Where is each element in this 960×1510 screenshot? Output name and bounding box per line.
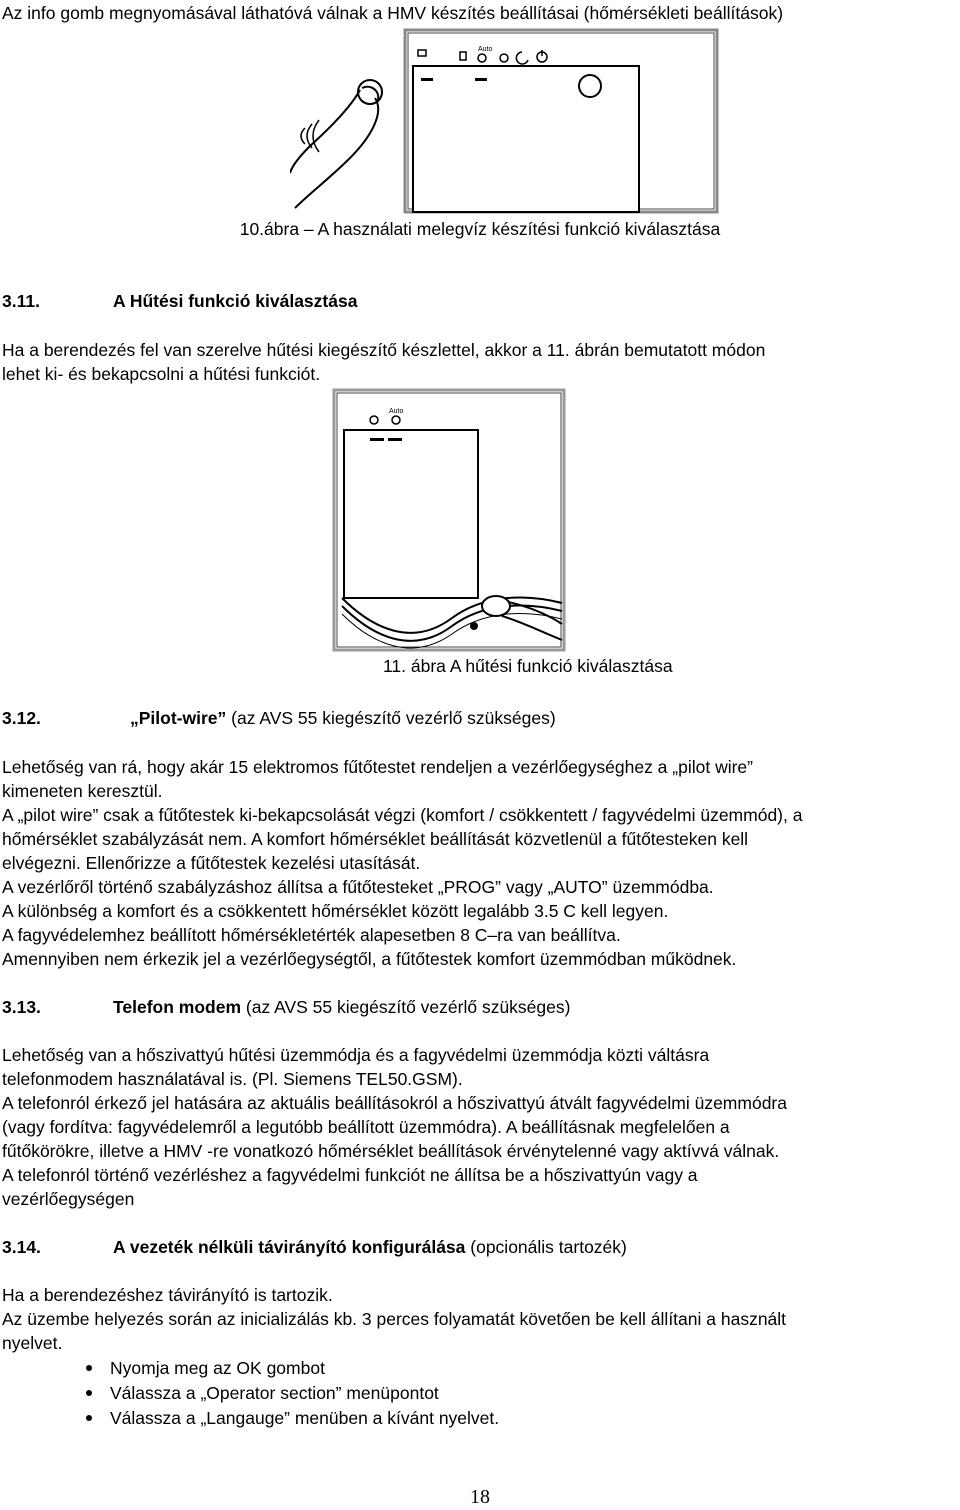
section-3-13-line: telefonmodem használatával is. (Pl. Siemens TEL50.GSM). (2, 1069, 463, 1089)
section-3-12-line: A különbség a komfort és a csökkentett hőmérséklet között legalább 3.5 C kell legyen. (2, 901, 669, 921)
section-3-11-title: A Hűtési funkció kiválasztása (113, 291, 358, 311)
figure-11-caption: 11. ábra A hűtési funkció kiválasztása (383, 656, 673, 676)
bullet-icon (86, 1415, 92, 1421)
list-item: Válassza a „Langauge” menüben a kívánt nyelvet. (110, 1408, 500, 1428)
control-panel-illustration (290, 28, 720, 214)
section-3-14-line: Az üzembe helyezés során az inicializálás kb. 3 perces folyamatát követően be kell állítani a használt (2, 1309, 787, 1329)
page-number: 18 (470, 1486, 490, 1508)
bullet-icon (86, 1365, 92, 1371)
section-3-12-line: elvégezni. Ellenőrizze a fűtőtestek kezelési utasítását. (2, 853, 421, 873)
list-item: Válassza a „Operator section” menüpontot (110, 1383, 439, 1403)
list-item: Nyomja meg az OK gombot (110, 1358, 325, 1378)
section-3-12-line: A „pilot wire” csak a fűtőtestek ki-bekapcsolását végzi (komfort / csökkentett / fagyvédelmi üzemmód), a (2, 805, 803, 825)
figure-10-caption: 10.ábra – A használati melegvíz készítési funkció kiválasztása (239, 219, 721, 239)
section-3-14-title-bold: A vezeték nélküli távirányító konfigurálása (113, 1237, 466, 1257)
section-3-13-line: Lehetőség van a hőszivattyú hűtési üzemmódja és a fagyvédelmi üzemmódja közti váltásra (2, 1045, 710, 1065)
section-3-12-title (130, 707, 556, 729)
section-3-12-line: Amennyiben nem érkezik jel a vezérlőegységtől, a fűtőtestek komfort üzemmódban működnek. (2, 949, 737, 969)
auto-label: Auto (478, 46, 493, 53)
section-3-14-line: Ha a berendezéshez távirányító is tartozik. (2, 1285, 333, 1305)
section-3-11-line: lehet ki- és bekapcsolni a hűtési funkciót. (2, 364, 321, 384)
section-3-12-line: kimeneten keresztül. (2, 781, 163, 801)
section-3-12-line: A fagyvédelemhez beállított hőmérsékletérték alapesetben 8 C–ra van beállítva. (2, 925, 621, 945)
section-3-13-title (113, 996, 570, 1018)
section-3-12-line: Lehetőség van rá, hogy akár 15 elektromos fűtőtestet rendeljen a vezérlőegységhez a „pilot wire” (2, 757, 753, 777)
section-3-13-line: (vagy fordítva: fagyvédelemről a legutóbb beállított üzemmódra). A beállításnak megfelelően a (2, 1117, 730, 1137)
section-3-12-title-rest: (az AVS 55 kiegészítő vezérlő szükséges) (226, 708, 556, 728)
section-3-13-line: vezérlőegységen (2, 1189, 135, 1209)
section-3-13-line: A telefonról történő vezérléshez a fagyvédelmi funkciót ne állítsa be a hőszivattyún vagy a (2, 1165, 698, 1185)
section-3-13-title-rest: (az AVS 55 kiegészítő vezérlő szükséges) (241, 997, 571, 1017)
section-3-13-title-bold: Telefon modem (113, 997, 242, 1017)
section-3-12-number: 3.12. (2, 708, 41, 728)
section-3-14-line: nyelvet. (2, 1333, 63, 1353)
intro-text: Az info gomb megnyomásával láthatóvá válnak a HMV készítés beállításai (hőmérsékleti beállítások) (2, 3, 784, 23)
section-3-13-line: A telefonról érkező jel hatására az aktuális beállításokról a hőszivattyú átvált fagyvédelmi üzemmódra (2, 1093, 787, 1113)
auto-label: Auto (389, 408, 404, 415)
section-3-14-title-rest: (opcionális tartozék) (465, 1237, 627, 1257)
section-3-11-number: 3.11. (2, 291, 40, 311)
section-3-13-line: fűtőkörökre, illetve a HMV -re vonatkozó hőmérséklet beállítások érvénytelenné vagy aktívvá válnak. (2, 1141, 780, 1161)
figure-10-image (290, 28, 720, 214)
section-3-14-title (113, 1236, 627, 1258)
section-3-11-line: Ha a berendezés fel van szerelve hűtési kiegészítő készlettel, akkor a 11. ábrán bemutatott módon (2, 340, 766, 360)
cooling-panel-illustration (332, 388, 566, 652)
section-3-13-number: 3.13. (2, 997, 41, 1017)
section-3-12-line: hőmérséklet szabályzását nem. A komfort hőmérséklet beállítását közvetlenül a fűtőtesteken kell (2, 829, 749, 849)
figure-11-image (332, 388, 566, 652)
section-3-12-line: A vezérlőről történő szabályzáshoz állítsa a fűtőtesteket „PROG” vagy „AUTO” üzemmódba. (2, 877, 714, 897)
section-3-14-number: 3.14. (2, 1237, 41, 1257)
section-3-12-title-bold: „Pilot-wire” (130, 708, 227, 728)
bullet-icon (86, 1390, 92, 1396)
